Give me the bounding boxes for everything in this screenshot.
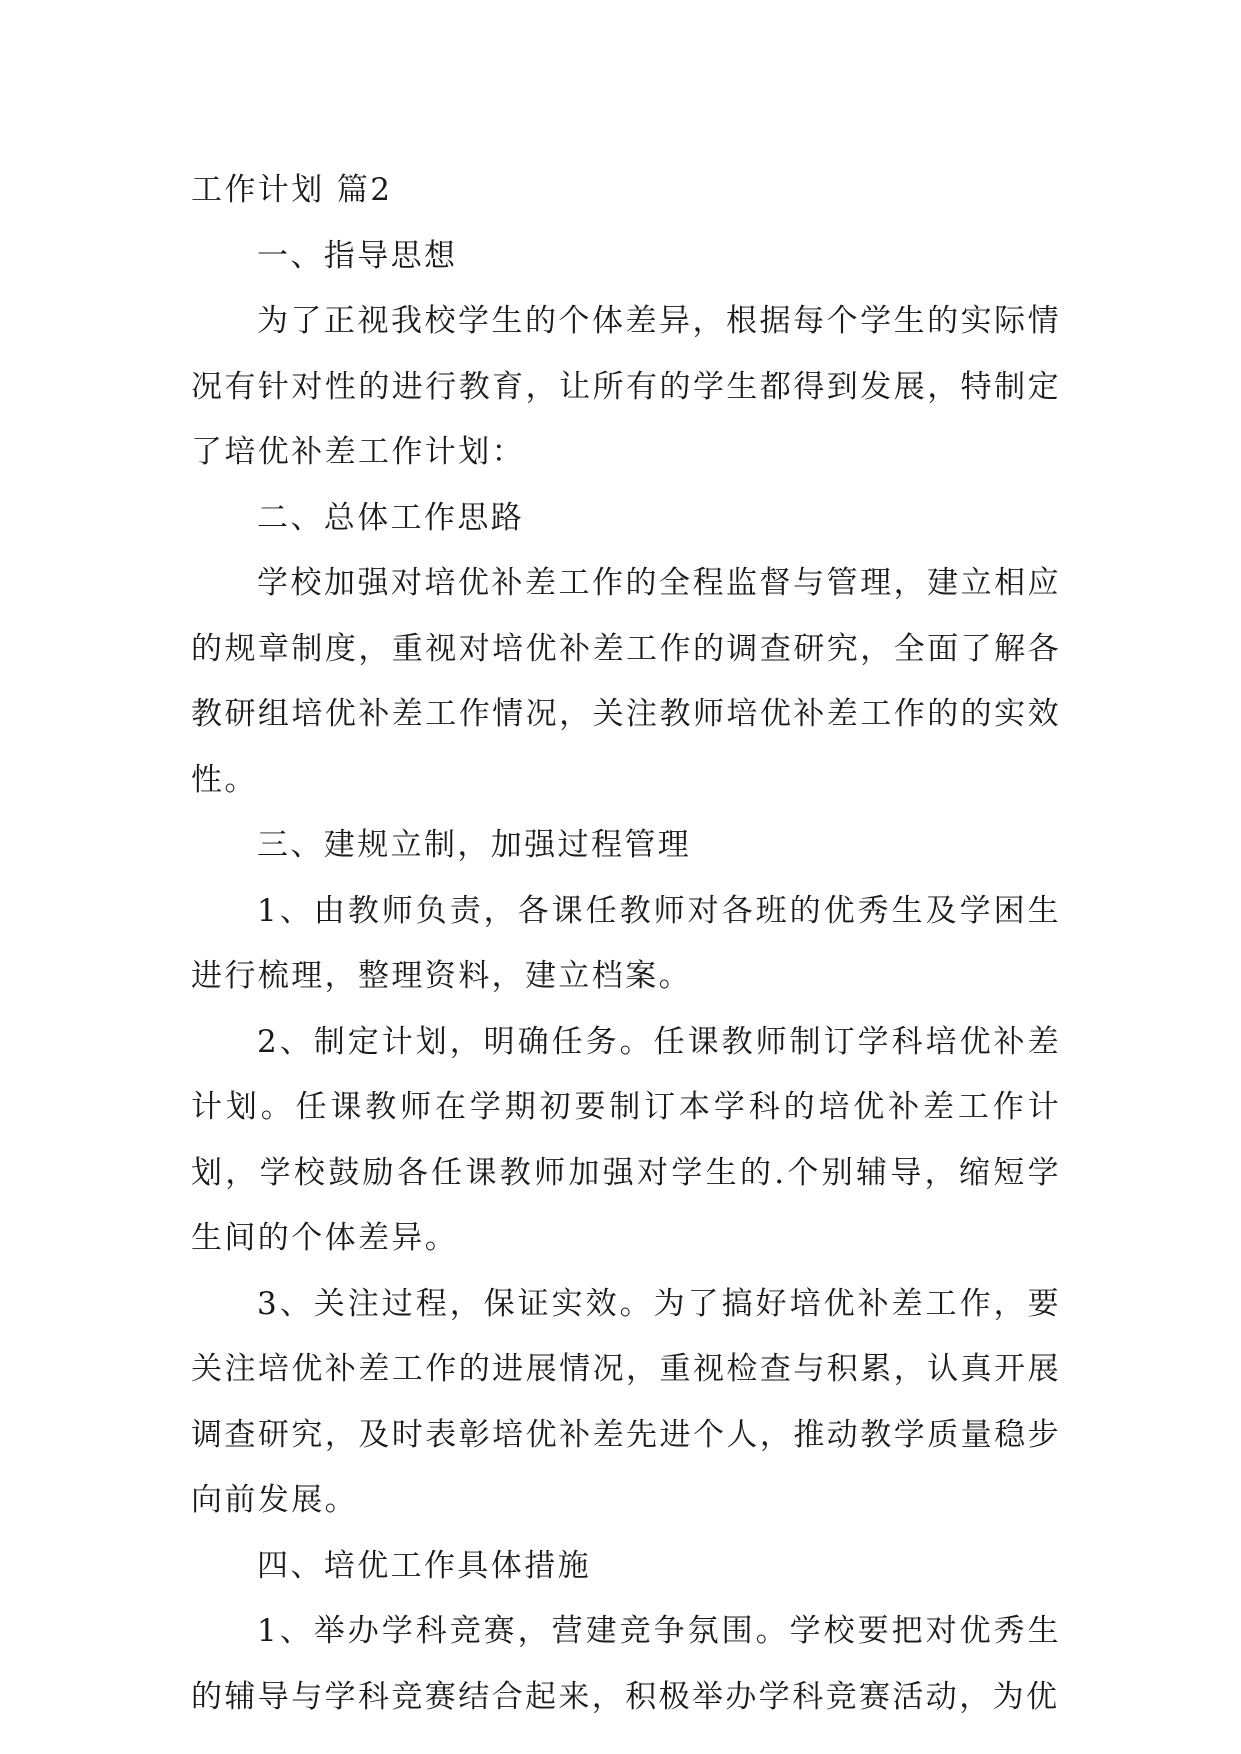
paragraph-guiding-ideology: 为了正视我校学生的个体差异，根据每个学生的实际情况有针对性的进行教育，让所有的学生都得到发展，特制定了培优补差工作计划： bbox=[191, 303, 1061, 470]
document-title: 工作计划 篇2 bbox=[191, 172, 393, 208]
paragraph-item-2: 2、制定计划，明确任务。任课教师制订学科培优补差计划。任课教师在学期初要制订本学科的培优补差工作计划，学校鼓励各任课教师加强对学生的.个别辅导，缩短学生间的个体差异。 bbox=[191, 1023, 1061, 1256]
paragraph-measure-1: 1、举办学科竞赛，营建竞争氛围。学校要把对优秀生的辅导与学科竞赛结合起来，积极举办学科竞赛活动，为优 bbox=[191, 1613, 1061, 1715]
section-heading-guiding-ideology: 一、指导思想 bbox=[257, 237, 458, 274]
paragraph-item-3: 3、关注过程，保证实效。为了搞好培优补差工作，要关注培优补差工作的进展情况，重视检查与积累，认真开展调查研究，及时表彰培优补差先进个人，推动教学质量稳步向前发展。 bbox=[191, 1285, 1061, 1518]
paragraph-item-1: 1、由教师负责，各课任教师对各班的优秀生及学困生进行梳理，整理资料，建立档案。 bbox=[191, 892, 1061, 994]
document-body bbox=[191, 158, 1061, 1730]
paragraph-overall-approach: 学校加强对培优补差工作的全程监督与管理，建立相应的规章制度，重视对培优补差工作的调查研究，全面了解各教研组培优补差工作情况，关注教师培优补差工作的的实效性。 bbox=[191, 565, 1061, 798]
section-heading-process-management: 三、建规立制，加强过程管理 bbox=[257, 827, 692, 863]
section-heading-specific-measures: 四、培优工作具体措施 bbox=[257, 1547, 591, 1584]
section-heading-overall-approach: 二、总体工作思路 bbox=[257, 499, 525, 536]
